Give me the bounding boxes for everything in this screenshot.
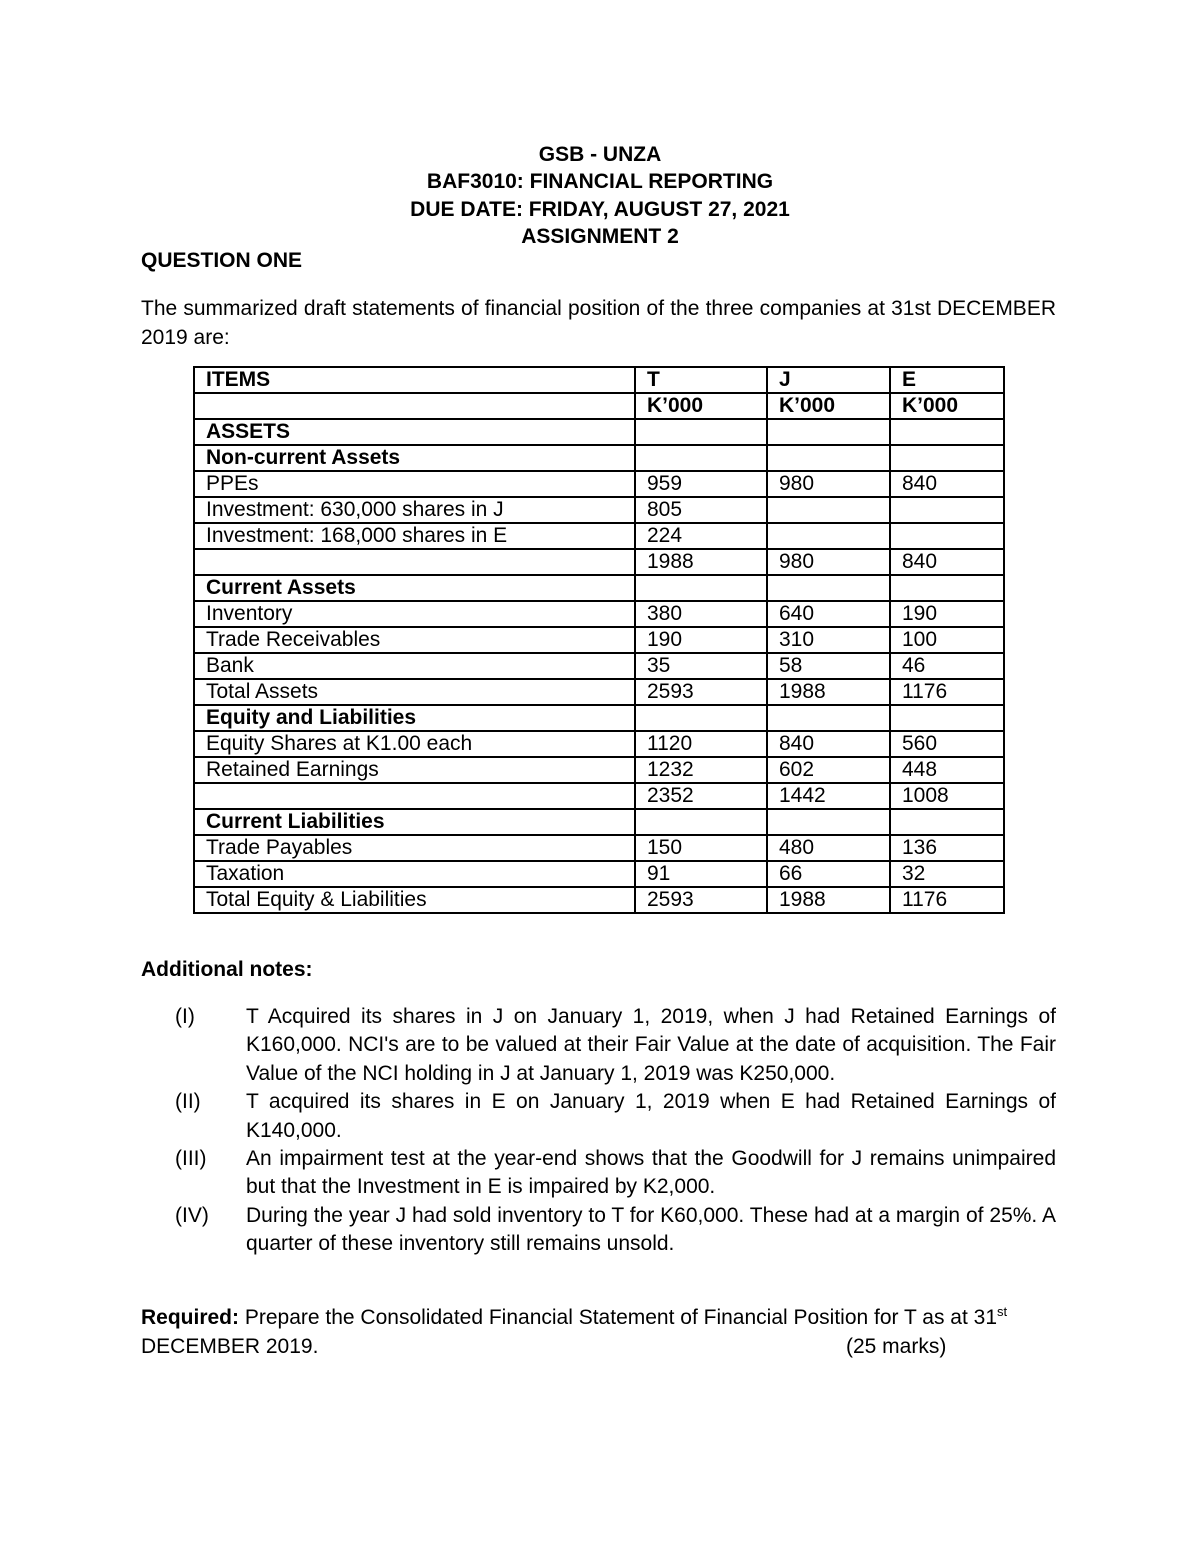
table-cell-value: [635, 419, 767, 445]
table-cell-value: 840: [890, 549, 1004, 575]
note-text: During the year J had sold inventory to T for K60,000. These had at a margin of 25%. A quarter of these inventory still remains unsold.: [246, 1203, 1056, 1256]
table-cell-value: 150: [635, 835, 767, 861]
table-cell-item: Current Liabilities: [194, 809, 635, 835]
table-cell-item: Trade Receivables: [194, 627, 635, 653]
table-cell-value: 136: [890, 835, 1004, 861]
note-number: (I): [175, 1005, 195, 1028]
table-cell-value: [890, 523, 1004, 549]
table-cell-item: Total Assets: [194, 679, 635, 705]
table-row: [194, 497, 1004, 523]
ordinal-superscript: st: [997, 1304, 1008, 1319]
table-row: [194, 523, 1004, 549]
table-cell-value: [635, 575, 767, 601]
note-text: T acquired its shares in E on January 1, 2019 when E had Retained Earnings of K140,000.: [246, 1090, 1056, 1142]
table-row: [194, 757, 1004, 783]
table-cell-value: J: [767, 367, 890, 393]
table-cell-value: 480: [767, 835, 890, 861]
table-row: [194, 393, 1004, 419]
table-row: [194, 861, 1004, 887]
notes-title: Additional notes:: [141, 958, 313, 981]
table-cell-item: [194, 783, 635, 809]
table-row: [194, 471, 1004, 497]
table-cell-item: Investment: 630,000 shares in J: [194, 497, 635, 523]
table-cell-item: Non-current Assets: [194, 445, 635, 471]
table-cell-value: 2352: [635, 783, 767, 809]
table-cell-value: T: [635, 367, 767, 393]
table-row: [194, 887, 1004, 913]
table-cell-item: Current Assets: [194, 575, 635, 601]
table-cell-value: [890, 497, 1004, 523]
table-row: [194, 679, 1004, 705]
table-cell-item: Inventory: [194, 601, 635, 627]
note-item: [141, 1145, 1056, 1202]
table-cell-value: [890, 809, 1004, 835]
table-cell-value: 1988: [767, 887, 890, 913]
note-number: (II): [175, 1090, 201, 1114]
table-cell-value: [767, 445, 890, 471]
table-cell-item: Taxation: [194, 861, 635, 887]
table-row: [194, 705, 1004, 731]
document-header: [0, 141, 1200, 250]
table-cell-value: K’000: [890, 393, 1004, 419]
table-cell-value: [635, 705, 767, 731]
table-row: [194, 783, 1004, 809]
table-cell-value: 448: [890, 757, 1004, 783]
table-cell-value: 190: [890, 601, 1004, 627]
table-cell-item: Total Equity & Liabilities: [194, 887, 635, 913]
marks-label: (25 marks): [846, 1335, 947, 1358]
table-cell-item: ASSETS: [194, 419, 635, 445]
table-cell-item: ITEMS: [194, 367, 635, 393]
table-cell-value: 58: [767, 653, 890, 679]
table-cell-value: [890, 705, 1004, 731]
table-cell-value: [890, 445, 1004, 471]
table-cell-value: 224: [635, 523, 767, 549]
table-row: [194, 601, 1004, 627]
institution-title: GSB - UNZA: [538, 143, 662, 166]
assignment-title: ASSIGNMENT 2: [521, 224, 679, 248]
table-cell-item: Equity and Liabilities: [194, 705, 635, 731]
table-cell-value: 980: [767, 549, 890, 575]
required-label: Required:: [141, 1306, 240, 1329]
table-row: [194, 445, 1004, 471]
due-date: DUE DATE: FRIDAY, AUGUST 27, 2021: [410, 197, 790, 221]
table-cell-item: Trade Payables: [194, 835, 635, 861]
required-text-end: DECEMBER 2019.: [141, 1335, 319, 1358]
note-item: [141, 1202, 1056, 1259]
note-text: T Acquired its shares in J on January 1, 2019, when J had Retained Earnings of K160,000. NCI's are to be valued at their Fair Value at the date of acquisition. The Fair Value of the NCI holding in J at January 1, 2019 was K250,000.: [246, 1005, 1056, 1085]
table-cell-value: [635, 809, 767, 835]
table-cell-value: 35: [635, 653, 767, 679]
table-cell-value: [767, 705, 890, 731]
table-cell-value: 959: [635, 471, 767, 497]
required-text: Prepare the Consolidated Financial Statement of Financial Position for T as at 31: [239, 1306, 998, 1329]
required-section: [141, 1303, 1056, 1361]
table-cell-value: 1120: [635, 731, 767, 757]
table-row: [194, 835, 1004, 861]
table-cell-value: [767, 575, 890, 601]
note-item: [141, 1088, 1056, 1145]
table-cell-value: 2593: [635, 887, 767, 913]
table-cell-value: 32: [890, 861, 1004, 887]
table-cell-value: 640: [767, 601, 890, 627]
table-cell-value: [767, 419, 890, 445]
table-cell-value: 91: [635, 861, 767, 887]
table-row: [194, 809, 1004, 835]
table-cell-value: [767, 497, 890, 523]
table-cell-value: 980: [767, 471, 890, 497]
table-cell-value: [767, 809, 890, 835]
table-cell-item: [194, 393, 635, 419]
table-cell-value: 1988: [635, 549, 767, 575]
table-cell-value: 1232: [635, 757, 767, 783]
table-cell-value: 602: [767, 757, 890, 783]
table-cell-value: 840: [890, 471, 1004, 497]
question-title: QUESTION ONE: [141, 249, 303, 272]
table-cell-value: 840: [767, 731, 890, 757]
table-cell-value: 2593: [635, 679, 767, 705]
table-cell-value: E: [890, 367, 1004, 393]
table-cell-item: Bank: [194, 653, 635, 679]
notes-list: [141, 1003, 1056, 1259]
table-cell-value: 560: [890, 731, 1004, 757]
table-cell-value: 46: [890, 653, 1004, 679]
table-body: [194, 367, 1004, 913]
table-cell-value: 1176: [890, 887, 1004, 913]
note-number: (III): [175, 1147, 207, 1171]
table-cell-item: Retained Earnings: [194, 757, 635, 783]
table-cell-value: 380: [635, 601, 767, 627]
table-row: [194, 549, 1004, 575]
table-cell-item: [194, 549, 635, 575]
note-text: An impairment test at the year-end shows that the Goodwill for J remains unimpaired but that the Investment in E is impaired by K2,000.: [246, 1147, 1056, 1199]
note-number: (IV): [175, 1203, 209, 1227]
table-cell-value: K’000: [767, 393, 890, 419]
table-cell-value: K’000: [635, 393, 767, 419]
table-cell-value: [890, 575, 1004, 601]
table-cell-value: [890, 419, 1004, 445]
table-cell-value: 805: [635, 497, 767, 523]
table-cell-value: 1988: [767, 679, 890, 705]
table-row: [194, 653, 1004, 679]
table-cell-value: 100: [890, 627, 1004, 653]
question-intro: The summarized draft statements of financial position of the three companies at 31st DECEMBER 2019 are:: [141, 297, 1056, 349]
table-row: [194, 367, 1004, 393]
table-cell-value: [767, 523, 890, 549]
table-cell-item: Equity Shares at K1.00 each: [194, 731, 635, 757]
table-row: [194, 575, 1004, 601]
table-cell-value: 1008: [890, 783, 1004, 809]
table-row: [194, 731, 1004, 757]
table-cell-value: 310: [767, 627, 890, 653]
course-title: BAF3010: FINANCIAL REPORTING: [426, 170, 774, 194]
note-item: [141, 1003, 1056, 1088]
table-cell-value: [635, 445, 767, 471]
financial-position-table: [193, 366, 1005, 914]
table-cell-item: PPEs: [194, 471, 635, 497]
table-cell-value: 66: [767, 861, 890, 887]
table-cell-value: 190: [635, 627, 767, 653]
table-row: [194, 419, 1004, 445]
table-cell-item: Investment: 168,000 shares in E: [194, 523, 635, 549]
table-cell-value: 1442: [767, 783, 890, 809]
table-row: [194, 627, 1004, 653]
table-cell-value: 1176: [890, 679, 1004, 705]
